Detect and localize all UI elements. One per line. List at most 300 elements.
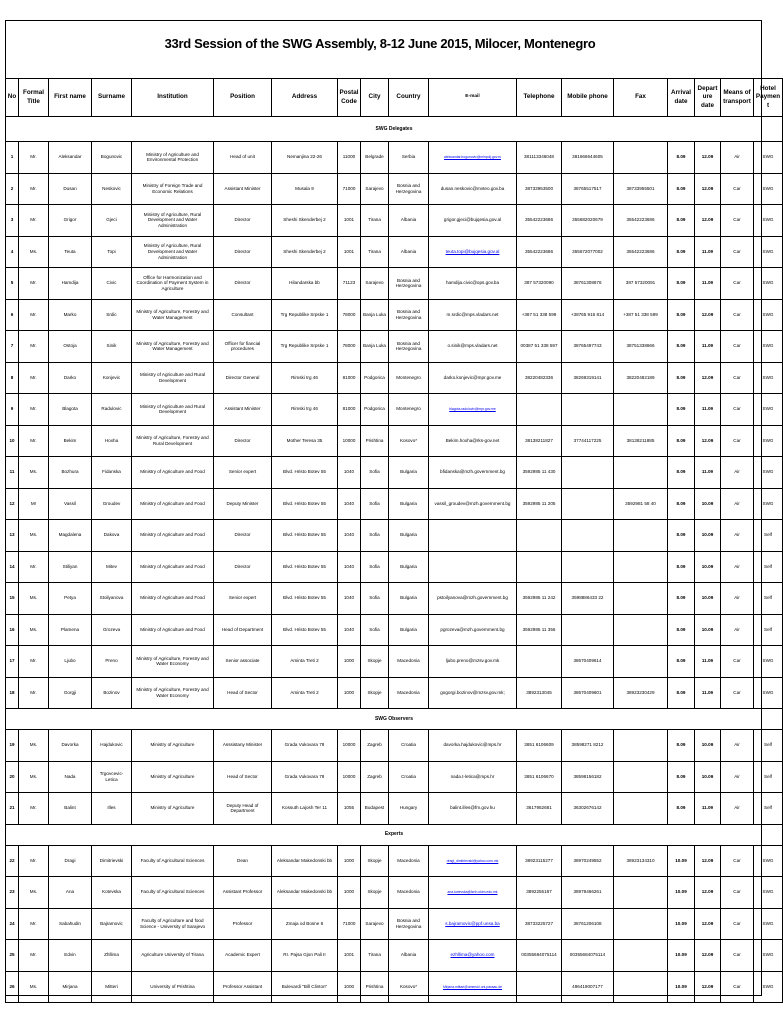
- means-of-transport: Car: [721, 425, 754, 457]
- position: Head of Department: [214, 614, 272, 646]
- position: Director General: [214, 362, 272, 394]
- email: pgrozeva@mzh.government.bg: [429, 614, 517, 646]
- fax: [614, 457, 668, 489]
- formal-title: Mr.: [19, 331, 49, 363]
- arrival-date: 8.09: [668, 677, 695, 709]
- city: Tirana: [361, 205, 389, 237]
- column-header: Country: [389, 79, 429, 117]
- arrival-date: 8.09: [668, 268, 695, 300]
- hotel-payment: Self: [754, 614, 783, 646]
- position: Senior expert: [214, 457, 272, 489]
- fax: [614, 583, 668, 615]
- mobile-phone: [562, 614, 614, 646]
- departure-date: 11.09: [695, 646, 721, 678]
- fax: 35542223686: [614, 236, 668, 268]
- email: m.srdic@mps.vladars.net: [429, 299, 517, 331]
- institution: Ministry of Agriculture and Environmental Protection: [132, 142, 214, 174]
- address: Aleksandar Makedonski bb: [272, 845, 338, 877]
- formal-title: Mr.: [19, 646, 49, 678]
- formal-title: Mr.: [19, 677, 49, 709]
- telephone: 3592985 11 430: [517, 457, 562, 489]
- position: Senior associate: [214, 646, 272, 678]
- hotel-payment: SWG: [754, 142, 783, 174]
- email: nada.t-letica@mps.hr: [429, 761, 517, 793]
- city: Zagreb: [361, 761, 389, 793]
- city: Banja Luka: [361, 331, 389, 363]
- fax: [614, 614, 668, 646]
- mobile-phone: 355682020679: [562, 205, 614, 237]
- institution: Ministry of Agriculture, Forestry and Water Management: [132, 299, 214, 331]
- fax: 38138211885: [614, 425, 668, 457]
- means-of-transport: Car: [721, 677, 754, 709]
- address: Zmaja od Bosne 8: [272, 908, 338, 940]
- formal-title: Ms.: [19, 614, 49, 646]
- institution: Ministry of Agriculture and Food: [132, 488, 214, 520]
- city: Budapest: [361, 793, 389, 825]
- hotel-payment: SWG: [754, 646, 783, 678]
- country: Hungary: [389, 793, 429, 825]
- position: Dean: [214, 845, 272, 877]
- email: darko.konjevic@mpr.gov.me: [429, 362, 517, 394]
- departure-date: 10.09: [695, 551, 721, 583]
- table-row: [6, 614, 783, 646]
- institution: University of Prishtina: [132, 971, 214, 1003]
- section-heading: Experts: [6, 824, 783, 845]
- address: Sheshi Skenderbej 2: [272, 205, 338, 237]
- email: [429, 236, 517, 268]
- email-link[interactable]: Mirjana.mittari@umeruki.uni-passau.de: [442, 984, 503, 989]
- hotel-payment: Self: [754, 761, 783, 793]
- postal-code: 71000: [338, 173, 361, 205]
- telephone: 381113346048: [517, 142, 562, 174]
- institution: Ministry of Foreign Trade and Economic Relations: [132, 173, 214, 205]
- postal-code: 1040: [338, 583, 361, 615]
- address: Aminta Treti 2: [272, 677, 338, 709]
- column-header: Postal Code: [338, 79, 361, 117]
- mobile-phone: 38765517517: [562, 173, 614, 205]
- address: Blvd. Hristo Botev 55: [272, 520, 338, 552]
- fax: 3592981 58 40: [614, 488, 668, 520]
- table-row: [6, 331, 783, 363]
- country: Macedonia: [389, 877, 429, 909]
- city: Banja Luka: [361, 299, 389, 331]
- surname: Illes: [92, 793, 132, 825]
- surname: Hajdukovic: [92, 730, 132, 762]
- address: Musala 9: [272, 173, 338, 205]
- country: Bosnia and Herzegovina: [389, 908, 429, 940]
- surname: Fidanska: [92, 457, 132, 489]
- column-header: Fax: [614, 79, 668, 117]
- hotel-payment: SWG: [754, 457, 783, 489]
- address: Blvd. Hristo Botev 55: [272, 583, 338, 615]
- institution: Ministry of Agriculture, Forestry and Water Economy: [132, 677, 214, 709]
- arrival-date: 8.09: [668, 173, 695, 205]
- postal-code: 81000: [338, 362, 361, 394]
- position: Head of unit: [214, 142, 272, 174]
- email: grigor.gjeci@bujqesia.gov.al: [429, 205, 517, 237]
- surname: Topi: [92, 236, 132, 268]
- arrival-date: 8.09: [668, 761, 695, 793]
- country: Bosnia and Herzegovina: [389, 299, 429, 331]
- table-row: [6, 488, 783, 520]
- surname: Dimitrievski: [92, 845, 132, 877]
- surname: Srdic: [92, 299, 132, 331]
- address: Sheshi Skenderbej 2: [272, 236, 338, 268]
- position: Senior expert: [214, 583, 272, 615]
- country: Kosovo*: [389, 971, 429, 1003]
- telephone: 00355684075114: [517, 940, 562, 972]
- telephone: +387 51 338 599: [517, 299, 562, 331]
- mobile-phone: 355672077002: [562, 236, 614, 268]
- postal-code: 1040: [338, 614, 361, 646]
- email-link[interactable]: s.bajramovic@ppf.unsa.ba: [445, 920, 500, 926]
- email: hamdija.civic@ops.gov.ba: [429, 268, 517, 300]
- hotel-payment: SWG: [754, 205, 783, 237]
- telephone: 3592985 11 205: [517, 488, 562, 520]
- row-number: 26: [6, 971, 19, 1003]
- institution: Faculty of Agricultural Sciences: [132, 845, 214, 877]
- hotel-payment: SWG: [754, 488, 783, 520]
- hotel-payment: Self: [754, 730, 783, 762]
- telephone: [517, 646, 562, 678]
- table-row: [6, 940, 783, 972]
- country: Macedonia: [389, 845, 429, 877]
- mobile-phone: 38598271 8212: [562, 730, 614, 762]
- first-name: Vassil: [49, 488, 92, 520]
- first-name: Ljubo: [49, 646, 92, 678]
- table-body: [6, 117, 783, 1003]
- row-number: 25: [6, 940, 19, 972]
- hotel-payment: SWG: [754, 425, 783, 457]
- mobile-phone: 38761206108: [562, 908, 614, 940]
- arrival-date: 8.09: [668, 394, 695, 426]
- means-of-transport: Air: [721, 488, 754, 520]
- email: [429, 971, 517, 1003]
- hotel-payment: SWG: [754, 394, 783, 426]
- column-header: Position: [214, 79, 272, 117]
- city: Skopje: [361, 845, 389, 877]
- fax: [614, 520, 668, 552]
- email-link[interactable]: teuta.topi@bujqesia.gov.al: [445, 248, 500, 254]
- address: Blvd. Hristo Botev 55: [272, 457, 338, 489]
- position: Director: [214, 551, 272, 583]
- arrival-date: 8.09: [668, 331, 695, 363]
- formal-title: Mr.: [19, 394, 49, 426]
- surname: Neskovic: [92, 173, 132, 205]
- city: Sarajevo: [361, 908, 389, 940]
- formal-title: Mr.: [19, 205, 49, 237]
- city: Prishtina: [361, 425, 389, 457]
- column-header: Hotel Payment: [754, 79, 783, 117]
- departure-date: 10.09: [695, 583, 721, 615]
- arrival-date: 8.09: [668, 614, 695, 646]
- telephone: 35542223686: [517, 205, 562, 237]
- institution: Ministry of Agriculture: [132, 730, 214, 762]
- email-link[interactable]: aleksandar.bogunovic@minpolj.gov.rs: [444, 155, 501, 160]
- mobile-phone: [562, 520, 614, 552]
- row-number: 2: [6, 173, 19, 205]
- city: Podgorica: [361, 362, 389, 394]
- departure-date: 11.09: [695, 236, 721, 268]
- first-name: Hamdija: [49, 268, 92, 300]
- fax: 38923134310: [614, 845, 668, 877]
- row-number: 5: [6, 268, 19, 300]
- mobile-phone: 3598886433 22: [562, 583, 614, 615]
- formal-title: Ms.: [19, 236, 49, 268]
- hotel-payment: SWG: [754, 971, 783, 1003]
- row-number: 20: [6, 761, 19, 793]
- position: Head of Sector: [214, 677, 272, 709]
- fax: 38923230429: [614, 677, 668, 709]
- section-heading: SWG Observers: [6, 709, 783, 730]
- city: Skopje: [361, 677, 389, 709]
- mobile-phone: 38761308676: [562, 268, 614, 300]
- first-name: Stiliyan: [49, 551, 92, 583]
- column-header: Arrival date: [668, 79, 695, 117]
- address: Aleksandar Makedonski bb: [272, 877, 338, 909]
- hotel-payment: SWG: [754, 173, 783, 205]
- institution: Ministry of Agriculture and Food: [132, 614, 214, 646]
- mobile-phone: [562, 551, 614, 583]
- address: Rimski trg 46: [272, 362, 338, 394]
- formal-title: Ms.: [19, 730, 49, 762]
- table-row: [6, 971, 783, 1003]
- address: Trg Republike Srpske 1: [272, 331, 338, 363]
- formal-title: Mr.: [19, 425, 49, 457]
- row-number: 14: [6, 551, 19, 583]
- means-of-transport: Air: [721, 614, 754, 646]
- country: Bosnia and Herzegovina: [389, 331, 429, 363]
- postal-code: 1040: [338, 551, 361, 583]
- fax: 387 57320091: [614, 268, 668, 300]
- address: Nemanjina 22-26: [272, 142, 338, 174]
- row-number: 22: [6, 845, 19, 877]
- position: Academic Expert: [214, 940, 272, 972]
- row-number: 13: [6, 520, 19, 552]
- row-number: 24: [6, 908, 19, 940]
- surname: Bogunovic: [92, 142, 132, 174]
- postal-code: 71123: [338, 268, 361, 300]
- column-header: Address: [272, 79, 338, 117]
- postal-code: 1055: [338, 793, 361, 825]
- header-row: [6, 79, 783, 117]
- means-of-transport: Car: [721, 205, 754, 237]
- email: bfidanska@mzh.government.bg: [429, 457, 517, 489]
- first-name: Edvin: [49, 940, 92, 972]
- means-of-transport: Car: [721, 877, 754, 909]
- column-header: City: [361, 79, 389, 117]
- institution: Ministry of Agriculture and Food: [132, 457, 214, 489]
- table-row: [6, 761, 783, 793]
- city: Sofia: [361, 488, 389, 520]
- surname: Dakova: [92, 520, 132, 552]
- mobile-phone: 38670409614: [562, 646, 614, 678]
- institution: Faculty of Agricultural Sciences: [132, 877, 214, 909]
- email: davorka.hajdukovic@mps.hr: [429, 730, 517, 762]
- means-of-transport: Car: [721, 299, 754, 331]
- postal-code: 10000: [338, 730, 361, 762]
- postal-code: 1001: [338, 236, 361, 268]
- table-row: [6, 362, 783, 394]
- arrival-date: 10.09: [668, 877, 695, 909]
- table-row: [6, 793, 783, 825]
- fax: [614, 394, 668, 426]
- arrival-date: 8.09: [668, 793, 695, 825]
- arrival-date: 8.09: [668, 730, 695, 762]
- postal-code: 78000: [338, 331, 361, 363]
- position: Director: [214, 268, 272, 300]
- formal-title: Ms.: [19, 761, 49, 793]
- telephone: 387 57320090: [517, 268, 562, 300]
- first-name: Plamena: [49, 614, 92, 646]
- city: Sofia: [361, 457, 389, 489]
- departure-date: 10.09: [695, 761, 721, 793]
- first-name: Bozhura: [49, 457, 92, 489]
- surname: Hoxha: [92, 425, 132, 457]
- arrival-date: 8.09: [668, 362, 695, 394]
- arrival-date: 10.09: [668, 940, 695, 972]
- first-name: Gorgji: [49, 677, 92, 709]
- table-row: [6, 268, 783, 300]
- telephone: 38733225727: [517, 908, 562, 940]
- telephone: 3892313045: [517, 677, 562, 709]
- departure-date: 10.09: [695, 520, 721, 552]
- position: Director: [214, 205, 272, 237]
- arrival-date: 8.09: [668, 583, 695, 615]
- column-header: Formal Title: [19, 79, 49, 117]
- departure-date: 11.09: [695, 793, 721, 825]
- country: Montenegro: [389, 394, 429, 426]
- country: Montenegro: [389, 362, 429, 394]
- email-link[interactable]: blagota.radulovic@mpr.gov.me: [449, 407, 496, 412]
- email: balint.illes@fm.gov.hu: [429, 793, 517, 825]
- telephone: 3851 6106670: [517, 761, 562, 793]
- institution: Ministry of Agriculture, Forestry and Water Management: [132, 331, 214, 363]
- institution: Ministry of Agriculture and Rural Development: [132, 362, 214, 394]
- means-of-transport: Air: [721, 457, 754, 489]
- hotel-payment: SWG: [754, 908, 783, 940]
- fax: [614, 761, 668, 793]
- surname: Sinik: [92, 331, 132, 363]
- postal-code: 1000: [338, 646, 361, 678]
- fax: [614, 793, 668, 825]
- country: Bosnia and Herzegovina: [389, 268, 429, 300]
- mobile-phone: [562, 488, 614, 520]
- country: Croatia: [389, 730, 429, 762]
- city: Sofia: [361, 583, 389, 615]
- surname: Mitteri: [92, 971, 132, 1003]
- first-name: Aleksandar: [49, 142, 92, 174]
- departure-date: 10.09: [695, 488, 721, 520]
- departure-date: 12.09: [695, 877, 721, 909]
- arrival-date: 8.09: [668, 299, 695, 331]
- row-number: 4: [6, 236, 19, 268]
- position: Head of Sector: [214, 761, 272, 793]
- country: Albania: [389, 940, 429, 972]
- table-row: [6, 425, 783, 457]
- mobile-phone: 38598156182: [562, 761, 614, 793]
- position: Assistant Minister: [214, 173, 272, 205]
- email: o.sinik@mps.vladars.net: [429, 331, 517, 363]
- email-link[interactable]: ana.kotevska@fznh.ukim.edu.mk: [447, 890, 498, 895]
- surname: Groudev: [92, 488, 132, 520]
- first-name: Mirjana: [49, 971, 92, 1003]
- email: [429, 877, 517, 909]
- mobile-phone: 38978466261: [562, 877, 614, 909]
- mobile-phone: 37744117225: [562, 425, 614, 457]
- hotel-payment: SWG: [754, 677, 783, 709]
- city: Sofia: [361, 551, 389, 583]
- position: Asssistany Minister: [214, 730, 272, 762]
- postal-code: 1000: [338, 845, 361, 877]
- telephone: 3892255187: [517, 877, 562, 909]
- first-name: Balint: [49, 793, 92, 825]
- hotel-payment: SWG: [754, 845, 783, 877]
- means-of-transport: Car: [721, 362, 754, 394]
- email: gogorgi.bozinov@mzsv.gov.mk;: [429, 677, 517, 709]
- postal-code: 1001: [338, 205, 361, 237]
- row-number: 6: [6, 299, 19, 331]
- participants-table: [5, 78, 783, 1003]
- email-link[interactable]: dragi_dimitrievski@yahoo.com.mk: [446, 858, 499, 863]
- row-number: 17: [6, 646, 19, 678]
- position: Director: [214, 236, 272, 268]
- telephone: 3851 6106609: [517, 730, 562, 762]
- position: Director: [214, 520, 272, 552]
- column-header: Institution: [132, 79, 214, 117]
- country: Albania: [389, 236, 429, 268]
- city: Sarajevo: [361, 173, 389, 205]
- institution: Ministry of Agriculture and Food: [132, 583, 214, 615]
- address: Mother Teresa 35: [272, 425, 338, 457]
- table-row: [6, 299, 783, 331]
- arrival-date: 10.09: [668, 908, 695, 940]
- email-link[interactable]: ezhllima@yahoo.com: [450, 952, 495, 958]
- fax: 38220482189: [614, 362, 668, 394]
- email: [429, 845, 517, 877]
- city: Skopje: [361, 646, 389, 678]
- surname: Mitev: [92, 551, 132, 583]
- position: Officer for fiancial procedures: [214, 331, 272, 363]
- means-of-transport: Air: [721, 761, 754, 793]
- telephone: 3592985 11 242: [517, 583, 562, 615]
- table-row: [6, 730, 783, 762]
- institution: Ministry of Agriculture, Rural Development and Water Administration: [132, 236, 214, 268]
- country: Bulgaria: [389, 551, 429, 583]
- telephone: [517, 551, 562, 583]
- arrival-date: 10.09: [668, 971, 695, 1003]
- formal-title: Mr.: [19, 299, 49, 331]
- means-of-transport: Car: [721, 646, 754, 678]
- country: Bulgaria: [389, 614, 429, 646]
- address: Bulevardi "Bill Clinton": [272, 971, 338, 1003]
- formal-title: Mr.: [19, 173, 49, 205]
- email: [429, 908, 517, 940]
- formal-title: Mr.: [19, 268, 49, 300]
- formal-title: Ms.: [19, 583, 49, 615]
- surname: Grozeva: [92, 614, 132, 646]
- means-of-transport: Car: [721, 394, 754, 426]
- formal-title: Ms.: [19, 520, 49, 552]
- postal-code: 11000: [338, 142, 361, 174]
- departure-date: 12.09: [695, 299, 721, 331]
- table-row: [6, 583, 783, 615]
- hotel-payment: Self: [754, 520, 783, 552]
- table-row: [6, 551, 783, 583]
- postal-code: 71000: [338, 908, 361, 940]
- arrival-date: 8.09: [668, 646, 695, 678]
- first-name: Blagota: [49, 394, 92, 426]
